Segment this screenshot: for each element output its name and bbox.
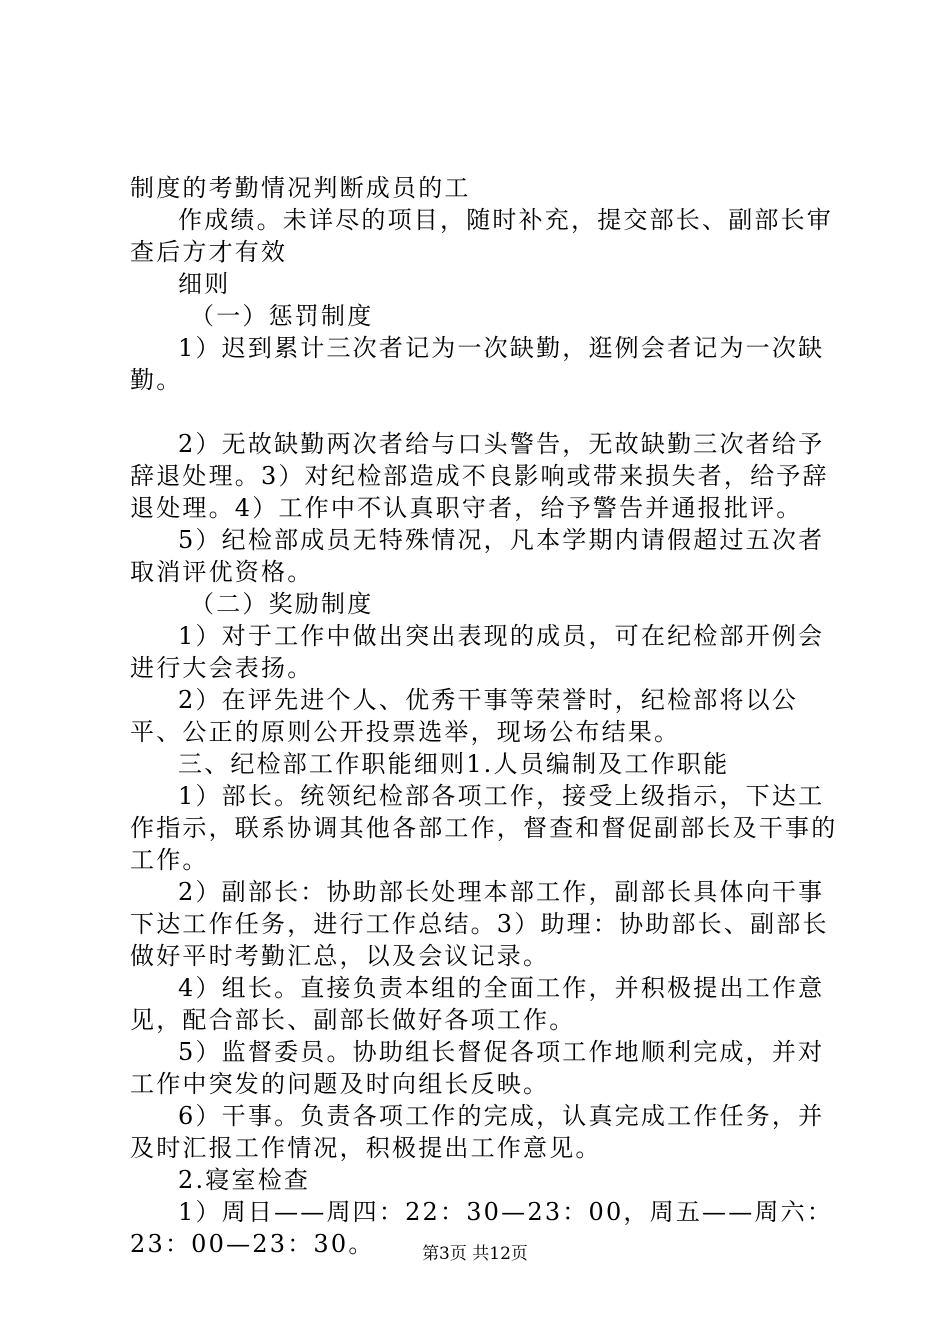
paragraph: 1）对于工作中做出突出表现的成员，可在纪检部开例会进行大会表扬。: [130, 622, 825, 682]
section-heading: 三、纪检部工作职能细则1.人员编制及工作职能: [178, 750, 730, 778]
paragraph: 作成绩。未详尽的项目，随时补充，提交部长、副部长审查后方才有效: [130, 206, 833, 266]
subsection-heading: （一）惩罚制度: [190, 302, 374, 330]
paragraph: 2）副部长：协助部长处理本部工作，副部长具体向干事下达工作任务，进行工作总结。3）助理：协助部长、副部长做好平时考勤汇总，以及会议记录。: [130, 878, 829, 970]
section-heading: 细则: [178, 270, 231, 298]
paragraph: 2）无故缺勤两次者给与口头警告，无故缺勤三次者给予辞退处理。3）对纪检部造成不良影响或带来损失者，给予辞退处理。4）工作中不认真职守者，给予警告并通报批评。: [130, 430, 829, 522]
page-footer: [0, 1242, 950, 1266]
paragraph: 6）干事。负责各项工作的完成，认真完成工作任务，并及时汇报工作情况，积极提出工作意见。: [130, 1102, 825, 1162]
paragraph: 4）组长。直接负责本组的全面工作，并积极提出工作意见，配合部长、副部长做好各项工作。: [130, 974, 825, 1034]
paragraph: 2）在评先进个人、优秀干事等荣誉时，纪检部将以公平、公正的原则公开投票选举，现场公布结果。: [130, 686, 799, 746]
paragraph: 5）监督委员。协助组长督促各项工作地顺利完成，并对工作中突发的问题及时向组长反映。: [130, 1038, 825, 1098]
paragraph: 5）纪检部成员无特殊情况，凡本学期内请假超过五次者取消评优资格。: [130, 526, 825, 586]
paragraph: 1）迟到累计三次者记为一次缺勤，逛例会者记为一次缺勤。: [130, 334, 825, 394]
blank-line: [130, 396, 842, 428]
paragraph: 1）部长。统领纪检部各项工作，接受上级指示，下达工作指示，联系协调其他各部工作，督查和督促副部长及干事的工作。: [130, 782, 838, 874]
page-number-label: 第3页 共12页: [422, 1244, 528, 1264]
subsection-heading: 2.寝室检查: [178, 1166, 311, 1194]
subsection-heading: （二）奖励制度: [190, 590, 374, 618]
paragraph: 1）周日——周四：22：30—23：00，周五——周六：23：00—23：30。: [130, 1198, 834, 1258]
paragraph: 制度的考勤情况判断成员的工: [130, 174, 471, 202]
document-body: [130, 172, 842, 1260]
